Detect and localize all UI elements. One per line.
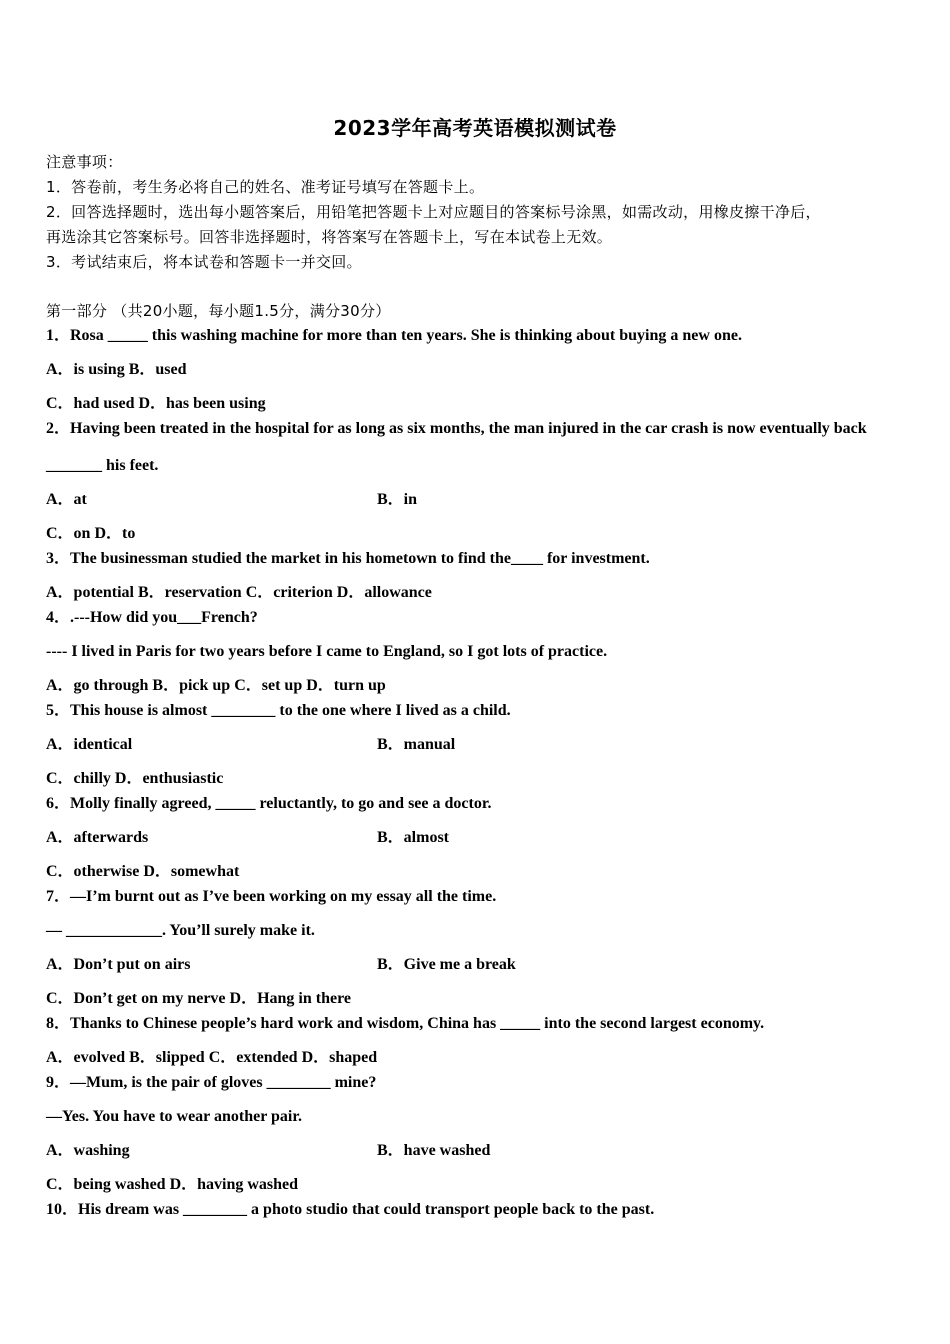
question-stem: 6．Molly finally agreed, _____ reluctantly, to go and see a doctor.	[46, 795, 492, 812]
question-stem-continued: —Yes. You have to wear another pair.	[46, 1108, 303, 1125]
question-stem: 2．Having been treated in the hospital for as long as six months, the man injured in the car crash is now eventually back	[46, 420, 867, 437]
option-b: B．in	[377, 491, 418, 508]
notice-item: 2．回答选择题时，选出每小题答案后，用铅笔把答题卡上对应题目的答案标号涂黑，如需改动，用橡皮擦干净后，	[46, 203, 821, 221]
options-row: A．go through B．pick up C．set up D．turn up	[46, 677, 386, 694]
options-row: A．potential B．reservation C．criterion D．allowance	[46, 584, 432, 601]
option-a: A．at	[46, 491, 87, 508]
option-a: A．afterwards	[46, 829, 149, 846]
notice-item: 再选涂其它答案标号。回答非选择题时，将答案写在答题卡上，写在本试卷上无效。	[46, 228, 613, 246]
option-a: A．Don’t put on airs	[46, 956, 191, 973]
options-row	[46, 490, 418, 510]
question-stem: 3．The businessman studied the market in his hometown to find the____ for investment.	[46, 550, 650, 567]
options-row	[46, 955, 516, 975]
options-row: A．evolved B．slipped C．extended D．shaped	[46, 1049, 378, 1066]
options-row: C．otherwise D．somewhat	[46, 863, 240, 880]
question-stem-continued: ---- I lived in Paris for two years before I came to England, so I got lots of practice.	[46, 643, 608, 660]
options-row: C．chilly D．enthusiastic	[46, 770, 224, 787]
option-b: B．have washed	[377, 1142, 491, 1159]
question-stem: 10．His dream was ________ a photo studio that could transport people back to the past.	[46, 1201, 655, 1218]
options-row: C．being washed D．having washed	[46, 1176, 299, 1193]
option-b: B．almost	[377, 829, 450, 846]
question-stem: 5．This house is almost ________ to the one where I lived as a child.	[46, 702, 511, 719]
question-stem: 7．—I’m burnt out as I’ve been working on my essay all the time.	[46, 888, 497, 905]
options-row: C．on D．to	[46, 525, 136, 542]
options-row: C．had used D．has been using	[46, 395, 266, 412]
option-a: A．washing	[46, 1142, 130, 1159]
page-title: 2023学年高考英语模拟测试卷	[333, 116, 617, 140]
question-stem-continued: _______ his feet.	[46, 457, 159, 474]
options-row: C．Don’t get on my nerve D．Hang in there	[46, 990, 352, 1007]
question-stem-continued: — ____________. You’ll surely make it.	[46, 922, 315, 939]
options-row	[46, 1141, 491, 1161]
option-b: B．Give me a break	[377, 956, 516, 973]
section-heading: 第一部分 （共20小题，每小题1.5分，满分30分）	[46, 302, 391, 320]
options-row	[46, 828, 450, 848]
options-row: A．is using B．used	[46, 361, 187, 378]
question-stem: 8．Thanks to Chinese people’s hard work and wisdom, China has _____ into the second largest economy.	[46, 1015, 765, 1032]
notice-heading: 注意事项：	[46, 153, 123, 171]
notice-item: 1．答卷前，考生务必将自己的姓名、准考证号填写在答题卡上。	[46, 178, 485, 196]
option-a: A．identical	[46, 736, 133, 753]
question-stem: 1．Rosa _____ this washing machine for more than ten years. She is thinking about buying a new one.	[46, 327, 742, 344]
options-row	[46, 735, 456, 755]
option-b: B．manual	[377, 736, 456, 753]
question-stem: 4．.---How did you___French?	[46, 609, 258, 626]
notice-item: 3．考试结束后，将本试卷和答题卡一并交回。	[46, 253, 362, 271]
question-stem: 9．—Mum, is the pair of gloves ________ mine?	[46, 1074, 377, 1091]
